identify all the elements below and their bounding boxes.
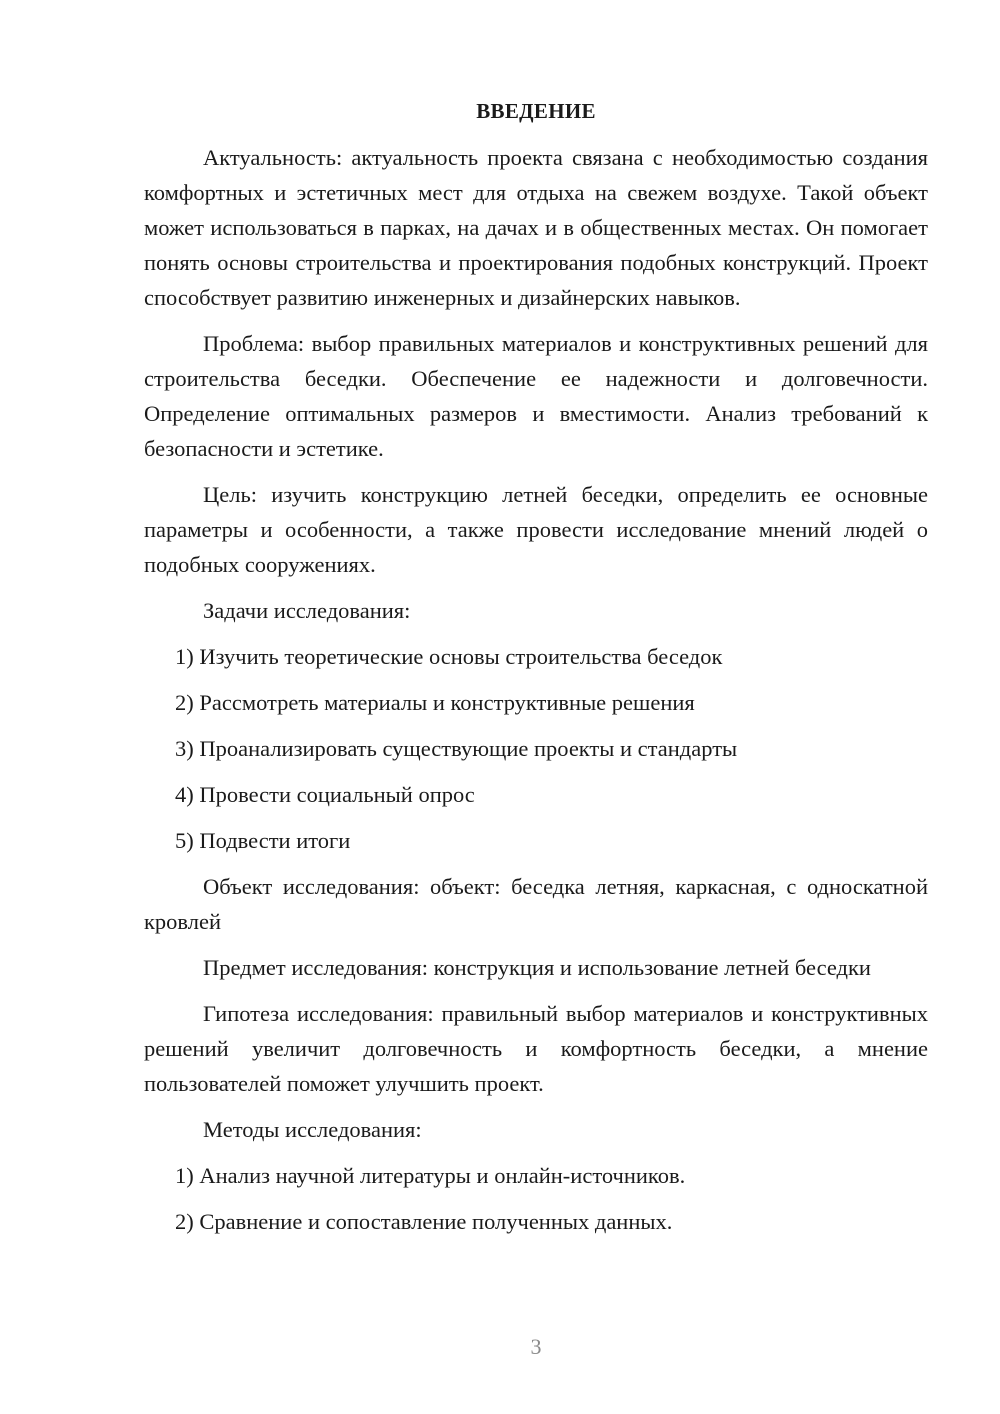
list-item: 2) Рассмотреть материалы и конструктивные решения xyxy=(175,690,695,715)
hypothesis-paragraph: Гипотеза исследования: правильный выбор материалов и конструктивных решений увеличит долговечность и комфортность беседки, а мнение пользователей поможет улучшить проект. xyxy=(144,1001,928,1096)
section-heading: ВВЕДЕНИЕ xyxy=(476,99,596,123)
methods-title: Методы исследования: xyxy=(203,1117,422,1142)
list-item: 3) Проанализировать существующие проекты и стандарты xyxy=(175,736,738,761)
goal-paragraph: Цель: изучить конструкцию летней беседки, определить ее основные параметры и особенности, а также провести исследование мнений людей о подобных сооружениях. xyxy=(144,482,928,577)
tasks-list xyxy=(144,639,928,858)
methods-list xyxy=(144,1158,928,1239)
list-item: 2) Сравнение и сопоставление полученных данных. xyxy=(175,1209,673,1234)
list-item: 5) Подвести итоги xyxy=(175,828,351,853)
page-number: 3 xyxy=(530,1334,542,1359)
list-item: 1) Анализ научной литературы и онлайн-источников. xyxy=(175,1163,686,1188)
object-paragraph: Объект исследования: объект: беседка летняя, каркасная, с односкатной кровлей xyxy=(144,874,928,934)
subject-paragraph: Предмет исследования: конструкция и использование летней беседки xyxy=(203,955,871,980)
document-page xyxy=(144,96,928,1250)
tasks-title: Задачи исследования: xyxy=(203,598,411,623)
list-item: 1) Изучить теоретические основы строительства беседок xyxy=(175,644,723,669)
list-item: 4) Провести социальный опрос xyxy=(175,782,475,807)
problem-paragraph: Проблема: выбор правильных материалов и конструктивных решений для строительства беседки. Обеспечение ее надежности и долговечности. Определение оптимальных размеров и вместимости. Анализ требований к безопасности и эстетике. xyxy=(144,331,928,461)
relevance-paragraph: Актуальность: актуальность проекта связана с необходимостью создания комфортных и эстетичных мест для отдыха на свежем воздухе. Такой объект может использоваться в парках, на дачах и в общественных местах. Он помогает понять основы строительства и проектирования подобных конструкций. Проект способствует развитию инженерных и дизайнерских навыков. xyxy=(144,145,928,310)
